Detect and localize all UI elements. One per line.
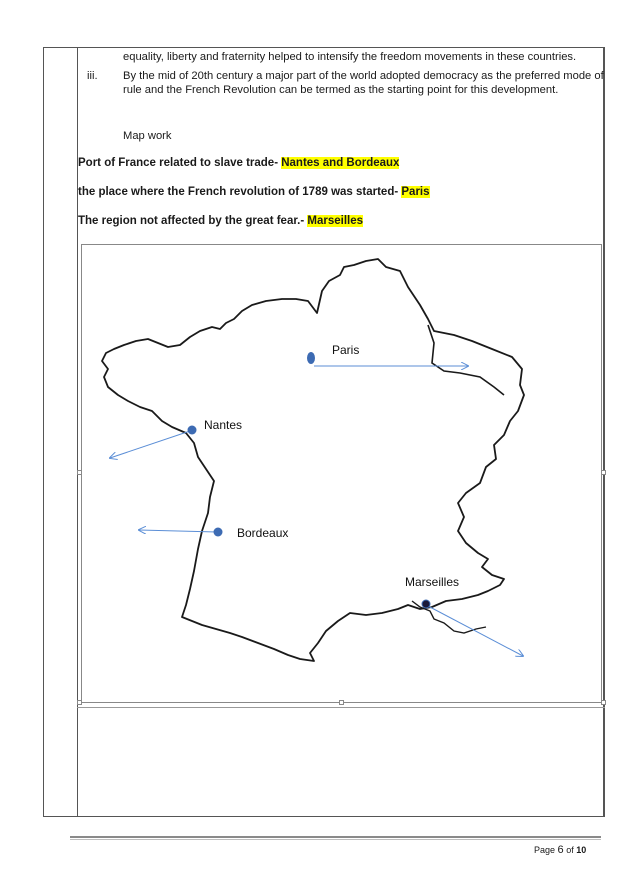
marseilles-arrow [428,606,523,656]
nantes-label: Nantes [204,418,243,432]
list-item-number: iii. [87,70,98,82]
nantes-dot [188,426,197,435]
question-text: Port of France related to slave trade- [78,157,282,169]
question-text: The region not affected by the great fear.- [78,215,308,227]
image-resize-handle-bottom[interactable] [339,700,344,705]
france-border-path [102,259,524,661]
bordeaux-dot [214,528,223,537]
image-resize-handle-bottom-right[interactable] [601,700,606,705]
answer-highlight: Nantes and Bordeaux [281,157,400,169]
answer-text-continuation: equality, liberty and fraternity helped to intensify the freedom movements in these countries. [123,51,577,63]
internal-border-path [428,325,504,395]
list-item-text: By the mid of 20th century a major part of the world adopted democracy as the preferred mode of rule and the French Revolution can be termed as the starting point for this development. [123,70,604,96]
answer-highlight: Marseilles [307,215,364,227]
map-question-slave-trade [78,156,399,171]
marseilles-label: Marseilles [405,575,460,589]
france-outline-map [82,245,603,704]
page-total: 10 [576,845,587,855]
page-number [534,844,586,856]
question-text: the place where the French revolution of 1789 was started- [78,186,402,198]
table-row-divider [77,707,605,708]
image-resize-handle-left[interactable] [77,470,82,475]
page-word: Page [534,845,556,855]
marseilles-dot [422,600,430,608]
paris-label: Paris [332,343,360,357]
nantes-arrow [110,431,190,458]
bordeaux-arrow [139,530,217,532]
image-resize-handle-bottom-left[interactable] [77,700,82,705]
map-question-great-fear [78,214,363,229]
answer-highlight: Paris [401,186,430,198]
paris-dot [307,352,315,364]
france-map-image[interactable] [81,244,602,703]
footer-rule-thin [70,839,601,840]
image-resize-handle-right[interactable] [601,470,606,475]
of-word: of [566,845,574,855]
page-current: 6 [557,844,564,856]
footer-rule [70,836,601,838]
map-work-heading: Map work [123,130,172,142]
bordeaux-label: Bordeaux [237,526,289,540]
map-question-revolution-start [78,185,430,200]
